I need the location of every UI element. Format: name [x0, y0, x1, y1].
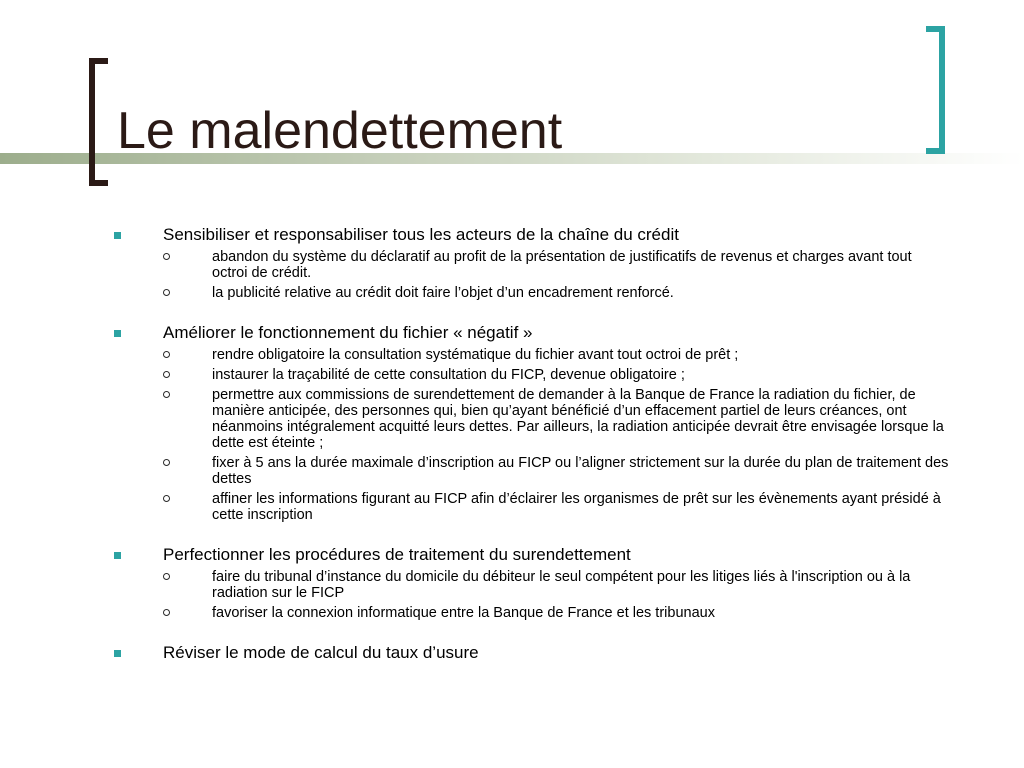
circle-bullet-icon: [163, 289, 170, 296]
circle-bullet-icon: [163, 371, 170, 378]
circle-bullet-icon: [163, 573, 170, 580]
circle-bullet-icon: [163, 391, 170, 398]
sub-bullet-text: permettre aux commissions de surendettement de demander à la Banque de France la radiation du fichier, de manière anticipée, des personnes qui, bien qu’ayant bénéficié d’un effacement partiel de leurs créances, ont néanmoins intégralement acquitté leurs dettes. Par ailleurs, la radiation anticipée devrait être envisagée lorsque la dette est éteinte ;: [212, 387, 944, 451]
sub-bullet-item: [0, 569, 950, 601]
sub-bullet-item: [0, 455, 950, 487]
square-bullet-icon: [114, 552, 121, 559]
right-bracket-icon: [922, 26, 948, 154]
bullet-item: [0, 323, 953, 343]
sub-bullet-item: [0, 387, 950, 451]
sub-bullet-item: [0, 285, 950, 301]
bullet-text: Améliorer le fonctionnement du fichier « négatif »: [163, 323, 533, 342]
sub-bullet-item: [0, 605, 950, 621]
slide-title: Le malendettement: [117, 102, 563, 160]
circle-bullet-icon: [163, 495, 170, 502]
sub-bullet-text: instaurer la traçabilité de cette consultation du FICP, devenue obligatoire ;: [212, 367, 685, 383]
sub-bullet-text: abandon du système du déclaratif au profit de la présentation de justificatifs de revenus et charges avant tout octroi de crédit.: [212, 249, 912, 281]
sub-bullet-text: faire du tribunal d’instance du domicile du débiteur le seul compétent pour les litiges liés à l'inscription ou à la radiation sur le FICP: [212, 569, 911, 601]
circle-bullet-icon: [163, 459, 170, 466]
bullet-item: [0, 643, 953, 663]
square-bullet-icon: [114, 232, 121, 239]
circle-bullet-icon: [163, 253, 170, 260]
sub-bullet-text: favoriser la connexion informatique entre la Banque de France et les tribunaux: [212, 605, 715, 621]
sub-bullet-text: la publicité relative au crédit doit faire l’objet d’un encadrement renforcé.: [212, 285, 674, 301]
bullet-item: [0, 225, 953, 245]
sub-bullet-text: rendre obligatoire la consultation systématique du fichier avant tout octroi de prêt ;: [212, 347, 739, 363]
sub-bullet-item: [0, 491, 950, 523]
bullet-list: [0, 222, 1024, 663]
circle-bullet-icon: [163, 609, 170, 616]
left-bracket-icon: [86, 58, 112, 186]
sub-bullet-item: [0, 347, 950, 363]
sub-bullet-text: affiner les informations figurant au FICP afin d’éclairer les organismes de prêt sur les évènements ayant présidé à cette inscription: [212, 491, 941, 523]
bullet-text: Réviser le mode de calcul du taux d’usure: [163, 643, 479, 662]
square-bullet-icon: [114, 650, 121, 657]
sub-bullet-item: [0, 367, 950, 383]
circle-bullet-icon: [163, 351, 170, 358]
bullet-text: Perfectionner les procédures de traitement du surendettement: [163, 545, 631, 564]
sub-bullet-item: [0, 249, 950, 281]
sub-bullet-text: fixer à 5 ans la durée maximale d’inscription au FICP ou l’aligner strictement sur la durée du plan de traitement des dettes: [212, 455, 949, 487]
bullet-item: [0, 545, 953, 565]
bullet-text: Sensibiliser et responsabiliser tous les acteurs de la chaîne du crédit: [163, 225, 679, 244]
square-bullet-icon: [114, 330, 121, 337]
